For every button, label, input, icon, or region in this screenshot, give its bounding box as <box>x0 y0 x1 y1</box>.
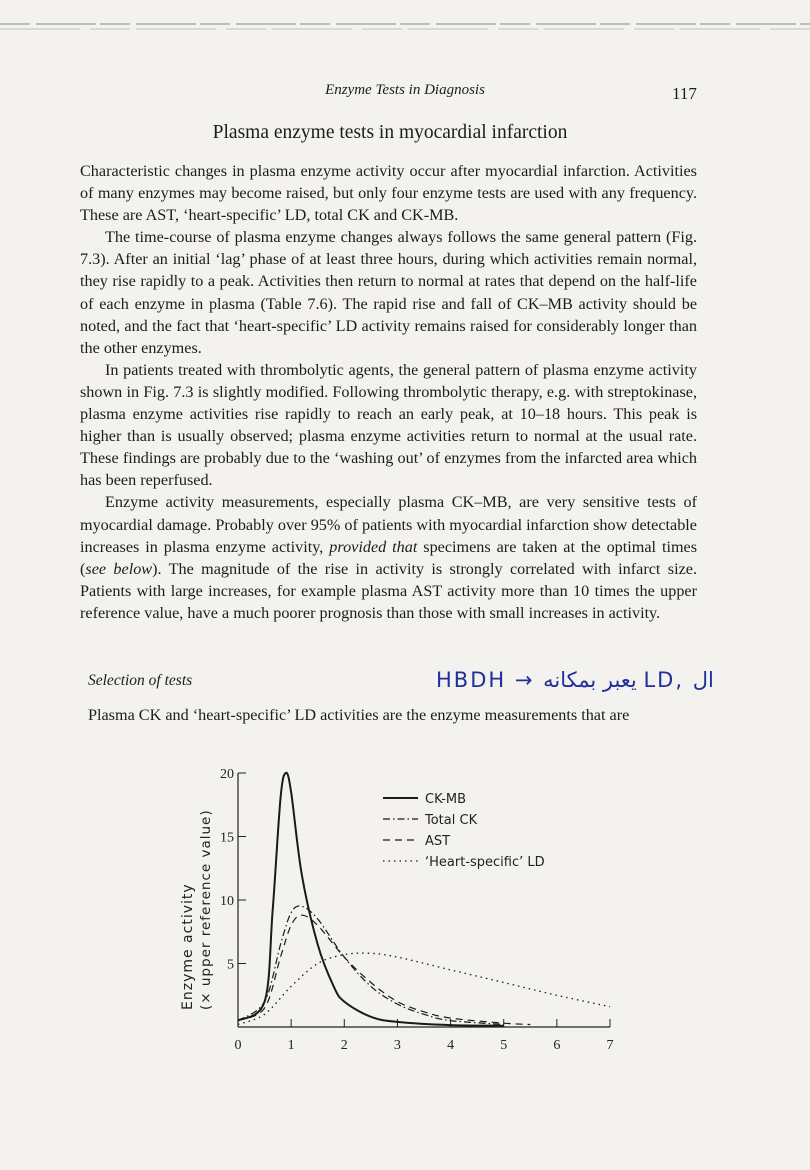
paragraph-4-italic-1: provided that <box>329 537 418 556</box>
paragraph-1: Characteristic changes in plasma enzyme activity occur after myocardial infarction. Activities of many enzymes may become raised, but only four enzyme tests are used with any frequency. These are AST, ‘heart-specific’ LD, total CK and CK-MB. <box>80 162 697 225</box>
x-tick-label: 3 <box>393 1038 401 1053</box>
legend-label: ‘Heart-specific’ LD <box>425 855 545 870</box>
selection-first-line: Plasma CK and ‘heart-specific’ LD activities are the enzyme measurements that are <box>88 706 630 724</box>
paragraph-2: The time-course of plasma enzyme changes always follows the same general pattern (Fig. 7.3). After an initial ‘lag’ phase of at least three hours, during which activities remain normal, they rise rapidly to a peak. Activities then return to normal at rates that depend on the half-life of each enzyme in plasma (Table 7.6). The rapid rise and fall of CK–MB activity should be noted, and the fact that ‘heart-specific’ LD activity remains raised for considerably longer than the other enzymes. <box>80 228 697 357</box>
y-tick-label: 20 <box>220 767 234 782</box>
x-tick-label: 1 <box>287 1038 295 1053</box>
paragraph-4-italic-2: see below <box>85 559 153 578</box>
handwritten-note: HBDH → يعبر بمكانه LD, ال <box>436 668 714 692</box>
paragraph-4-part-1: Enzyme activity measurements, especially plasma CK–MB, are very sensitive tests of myocardial damage. Probably over 95% of patients with myocardial infarction show detectable increases in plasma enzyme activity, <box>80 493 697 556</box>
page-number: 117 <box>672 84 697 103</box>
y-axis-label-units: (× upper reference value) <box>198 809 214 1010</box>
chart-legend <box>383 792 545 870</box>
series-line-ast <box>238 915 530 1024</box>
paragraph-4-part-2: specimens are taken at the optimal times ( <box>80 537 698 578</box>
y-tick-label: 15 <box>220 830 234 846</box>
x-tick-label: 7 <box>606 1038 614 1053</box>
legend-label: AST <box>425 834 451 849</box>
x-tick-label: 4 <box>447 1038 455 1053</box>
legend-label: Total CK <box>425 813 478 828</box>
x-tick-label: 6 <box>553 1038 561 1053</box>
y-tick-label: 10 <box>220 894 234 909</box>
paragraph-3: In patients treated with thrombolytic agents, the general pattern of plasma enzyme activity shown in Fig. 7.3 is slightly modified. Following thrombolytic therapy, e.g. with streptokinase, plasma enzyme activities rise rapidly to reach an early peak, at 10–18 hours. This peak is higher than is usually observed; plasma enzyme activities return to normal at the usual rate. These findings are probably due to the ‘washing out’ of enzymes from the infarcted area which has been reperfused. <box>80 360 697 490</box>
selection-heading: Selection of tests <box>88 672 193 689</box>
x-tick-label: 0 <box>234 1038 242 1053</box>
chart-marks <box>238 773 610 1026</box>
y-axis-label: Enzyme activity <box>180 883 196 1010</box>
legend-label: CK-MB <box>425 792 467 807</box>
x-tick-label: 2 <box>340 1038 348 1053</box>
paragraph-4-part-3: ). The magnitude of the rise in activity is strongly correlated with infarct size. Patients with large increases, for example plasma AST activity more than 10 times the upper reference value, have a much poorer prognosis than those with small increases in activity. <box>80 559 697 622</box>
running-title: Enzyme Tests in Diagnosis <box>325 82 485 98</box>
section-title: Plasma enzyme tests in myocardial infarction <box>212 122 568 143</box>
series-line-ck-mb <box>238 773 504 1026</box>
y-tick-label: 5 <box>227 957 234 973</box>
x-tick-label: 5 <box>500 1038 508 1053</box>
